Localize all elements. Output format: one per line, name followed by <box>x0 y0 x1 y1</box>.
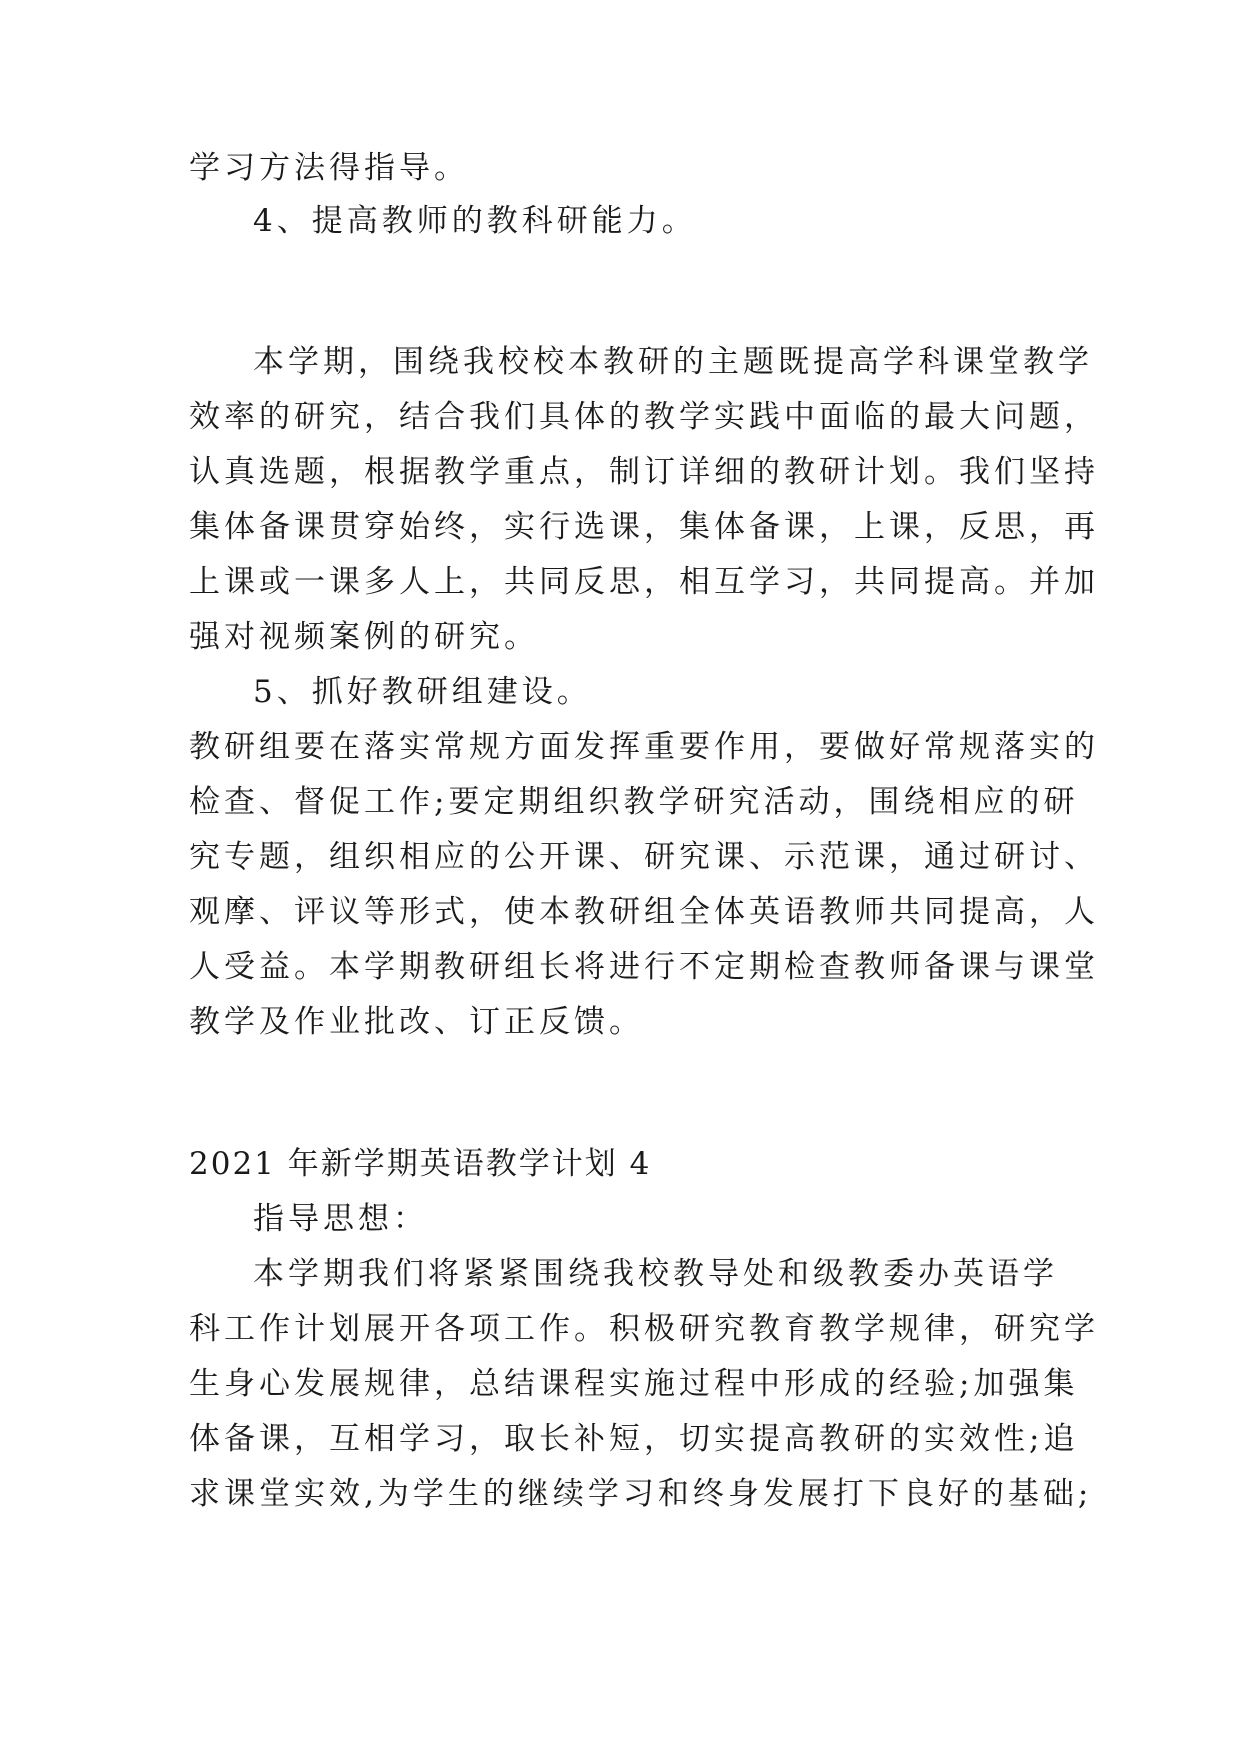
text-line: 检查、督促工作;要定期组织教学研究活动，围绕相应的研 <box>189 784 1079 820</box>
text-line: 认真选题，根据教学重点，制订详细的教研计划。我们坚持 <box>189 454 1099 490</box>
text-line: 集体备课贯穿始终，实行选课，集体备课，上课，反思，再 <box>189 509 1099 545</box>
text-line: 生身心发展规律，总结课程实施过程中形成的经验;加强集 <box>189 1366 1079 1402</box>
text-line: 5、抓好教研组建设。 <box>253 674 592 710</box>
text-line: 强对视频案例的研究。 <box>189 619 539 655</box>
text-line: 观摩、评议等形式，使本教研组全体英语教师共同提高，人 <box>189 894 1099 930</box>
text-line: 指导思想： <box>253 1201 428 1237</box>
text-line: 体备课，互相学习，取长补短，切实提高教研的实效性;追 <box>189 1421 1079 1457</box>
text-line: 本学期我们将紧紧围绕我校教导处和级教委办英语学 <box>253 1256 1058 1292</box>
text-line: 4、提高教师的教科研能力。 <box>253 203 697 239</box>
text-line: 究专题，组织相应的公开课、研究课、示范课，通过研讨、 <box>189 839 1099 875</box>
text-line: 人受益。本学期教研组长将进行不定期检查教师备课与课堂 <box>189 949 1099 985</box>
text-line: 效率的研究，结合我们具体的教学实践中面临的最大问题， <box>189 399 1099 435</box>
text-line: 科工作计划展开各项工作。积极研究教育教学规律，研究学 <box>189 1311 1099 1347</box>
section-title: 2021 年新学期英语教学计划 4 <box>189 1146 652 1182</box>
text-line: 本学期，围绕我校校本教研的主题既提高学科课堂教学 <box>253 344 1093 380</box>
text-line: 教研组要在落实常规方面发挥重要作用，要做好常规落实的 <box>189 729 1099 765</box>
text-line: 上课或一课多人上，共同反思，相互学习，共同提高。并加 <box>189 564 1099 600</box>
text-line: 学习方法得指导。 <box>189 150 469 186</box>
text-line: 教学及作业批改、订正反馈。 <box>189 1004 644 1040</box>
text-line: 求课堂实效,为学生的继续学习和终身发展打下良好的基础; <box>189 1476 1093 1512</box>
